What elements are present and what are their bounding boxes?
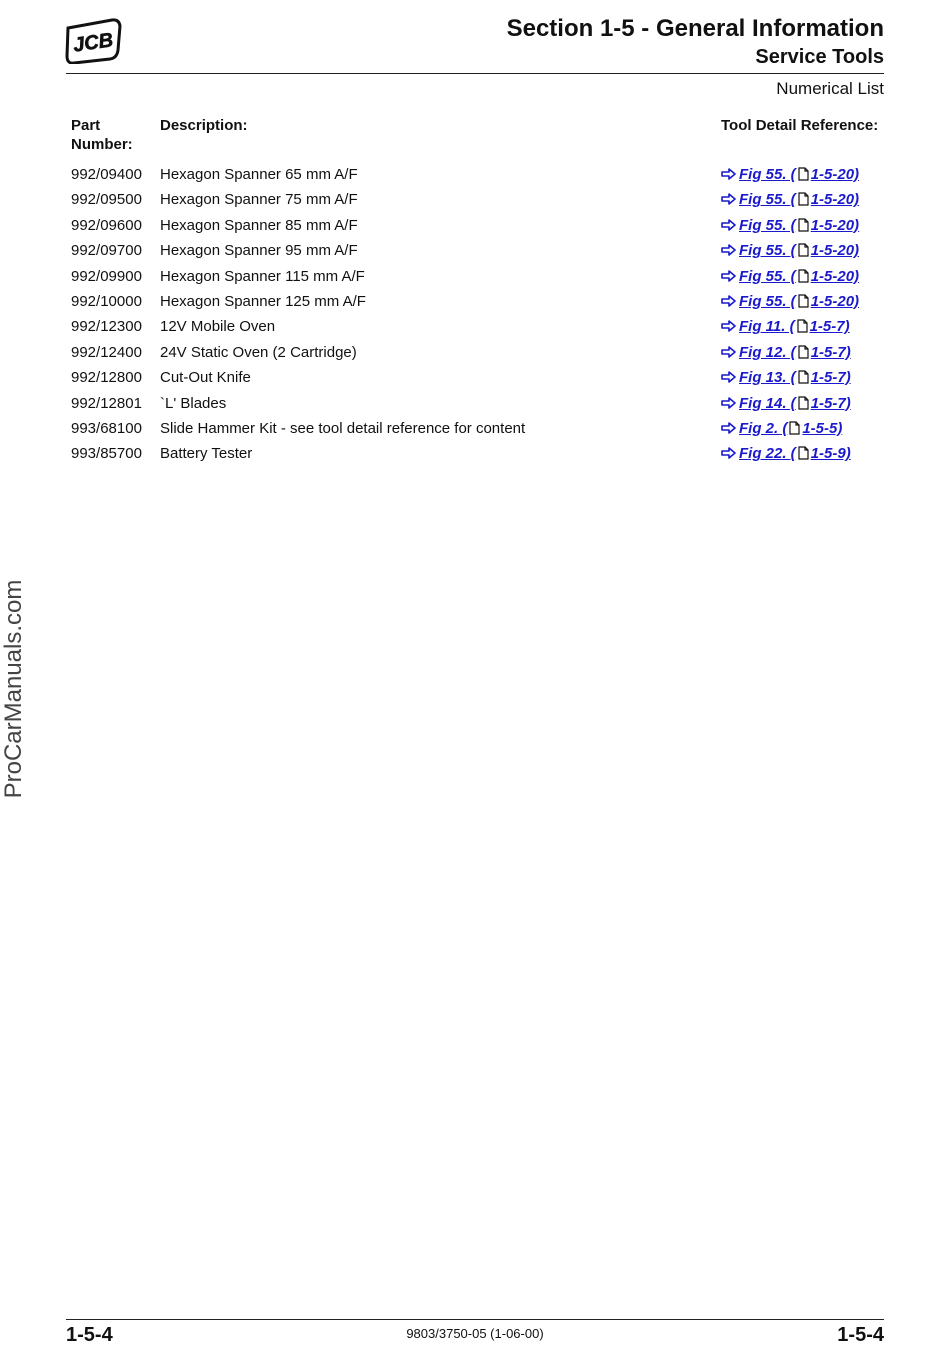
arrow-right-icon (721, 217, 739, 234)
page-icon (796, 445, 811, 462)
document-reference: 9803/3750-05 (1-06-00) (406, 1326, 544, 1341)
page-reference: 1-5-20) (810, 191, 860, 209)
page-icon (787, 420, 802, 437)
table-header (71, 116, 886, 154)
part-number: 992/12801 (71, 394, 142, 412)
tool-reference-cell (721, 238, 886, 263)
sub-title: Service Tools (755, 46, 884, 68)
part-number: 992/12300 (71, 318, 142, 336)
tool-reference-cell (721, 314, 886, 339)
tool-reference-cell (721, 187, 886, 212)
page-reference: 1-5-7) (810, 343, 851, 361)
table-row (71, 187, 886, 212)
fig-label: Fig 13. ( (739, 369, 796, 387)
list-title: Numerical List (776, 79, 884, 98)
part-number: 992/10000 (71, 292, 142, 310)
tool-reference-cell (721, 264, 886, 289)
page-reference: 1-5-7) (810, 394, 851, 412)
fig-label: Fig 2. ( (739, 419, 788, 437)
header-reference: Tool Detail Reference: (721, 117, 879, 134)
arrow-right-icon (721, 369, 739, 386)
page-reference: 1-5-5) (802, 419, 843, 437)
page-reference: 1-5-20) (810, 166, 860, 183)
fig-reference-link[interactable] (721, 318, 850, 335)
table-row (71, 264, 886, 289)
table-body (71, 162, 886, 467)
tool-reference-cell (721, 289, 886, 314)
page-reference: 1-5-9) (810, 445, 851, 463)
page-icon (796, 217, 811, 234)
service-tools-table (71, 116, 886, 467)
page-reference: 1-5-20) (810, 242, 860, 260)
tool-reference-cell (721, 365, 886, 390)
part-number: 992/09600 (71, 216, 142, 234)
arrow-right-icon (721, 318, 739, 335)
part-description: Cut-Out Knife (160, 369, 251, 387)
table-row (71, 416, 886, 441)
header-part-line2: Number: (71, 136, 133, 153)
part-description: Slide Hammer Kit - see tool detail reference for content (160, 419, 526, 437)
page-icon (796, 268, 811, 285)
table-row (71, 441, 886, 466)
jcb-logo (64, 18, 122, 64)
page-icon (796, 166, 811, 183)
fig-reference-link[interactable] (721, 420, 842, 437)
fig-label: Fig 55. ( (739, 242, 796, 260)
arrow-right-icon (721, 395, 739, 412)
fig-label: Fig 55. ( (739, 216, 796, 234)
page-icon (796, 191, 811, 208)
table-row (71, 314, 886, 339)
fig-reference-link[interactable] (721, 217, 859, 234)
arrow-right-icon (721, 268, 739, 285)
fig-label: Fig 12. ( (739, 343, 796, 361)
fig-reference-link[interactable] (721, 268, 859, 285)
tool-reference-cell (721, 213, 886, 238)
part-number: 992/09500 (71, 191, 142, 209)
fig-label: Fig 55. ( (739, 267, 796, 285)
table-row (71, 391, 886, 416)
page-reference: 1-5-20) (810, 292, 860, 310)
arrow-right-icon (721, 166, 739, 183)
fig-label: Fig 55. ( (739, 191, 796, 209)
page-icon (796, 293, 811, 310)
fig-label: Fig 14. ( (739, 394, 796, 412)
page-number-right: 1-5-4 (837, 1324, 884, 1346)
fig-reference-link[interactable] (721, 293, 859, 310)
part-description: Hexagon Spanner 65 mm A/F (160, 166, 358, 183)
page-reference: 1-5-20) (810, 216, 860, 234)
section-title: Section 1-5 - General Information (506, 15, 884, 42)
page-number-left: 1-5-4 (66, 1324, 113, 1346)
fig-reference-link[interactable] (721, 242, 859, 259)
tool-reference-cell (721, 416, 886, 441)
page-icon (795, 318, 810, 335)
fig-reference-link[interactable] (721, 344, 851, 361)
arrow-right-icon (721, 242, 739, 259)
fig-reference-link[interactable] (721, 369, 851, 386)
arrow-right-icon (721, 344, 739, 361)
tool-reference-cell (721, 441, 886, 466)
part-number: 992/12800 (71, 369, 142, 387)
part-description: Hexagon Spanner 125 mm A/F (160, 292, 366, 310)
part-description: Battery Tester (160, 445, 253, 463)
arrow-right-icon (721, 445, 739, 462)
page-icon (796, 344, 811, 361)
part-description: Hexagon Spanner 75 mm A/F (160, 191, 358, 209)
part-number: 992/12400 (71, 343, 142, 361)
arrow-right-icon (721, 293, 739, 310)
part-number: 992/09700 (71, 242, 142, 260)
arrow-right-icon (721, 191, 739, 208)
fig-label: Fig 55. ( (739, 292, 796, 310)
part-description: Hexagon Spanner 115 mm A/F (160, 267, 365, 285)
svg-text:JCB: JCB (71, 29, 115, 57)
part-description: 12V Mobile Oven (160, 318, 276, 336)
part-description: Hexagon Spanner 85 mm A/F (160, 216, 358, 234)
part-number: 992/09400 (71, 166, 142, 183)
table-row (71, 340, 886, 365)
footer-rule (66, 1319, 884, 1320)
fig-label: Fig 55. ( (739, 166, 796, 183)
header-description: Description: (160, 117, 248, 134)
header-part-number (71, 116, 160, 154)
page-reference: 1-5-7) (809, 318, 850, 336)
page-icon (796, 242, 811, 259)
part-number: 993/68100 (71, 419, 142, 437)
fig-reference-link[interactable] (721, 445, 851, 462)
arrow-right-icon (721, 420, 739, 437)
page-icon (796, 369, 811, 386)
part-number: 992/09900 (71, 267, 142, 285)
watermark: ProCarManuals.com (0, 579, 27, 799)
page-reference: 1-5-20) (810, 267, 860, 285)
table-row (71, 238, 886, 263)
header-part-line1: Part (71, 117, 101, 134)
fig-label: Fig 22. ( (739, 445, 796, 463)
part-description: `L' Blades (160, 394, 227, 412)
table-row (71, 162, 886, 187)
part-description: Hexagon Spanner 95 mm A/F (160, 242, 358, 260)
table-row (71, 289, 886, 314)
table-row (71, 213, 886, 238)
fig-reference-link[interactable] (721, 395, 851, 412)
page-icon (796, 395, 811, 412)
header-rule (66, 73, 884, 74)
fig-label: Fig 11. ( (739, 318, 795, 336)
page-reference: 1-5-7) (810, 369, 851, 387)
tool-reference-cell (721, 162, 886, 187)
tool-reference-cell (721, 391, 886, 416)
part-number: 993/85700 (71, 445, 142, 463)
tool-reference-cell (721, 340, 886, 365)
fig-reference-link[interactable] (721, 191, 859, 208)
header-title-block (507, 14, 884, 70)
fig-reference-link[interactable] (721, 166, 859, 183)
part-description: 24V Static Oven (2 Cartridge) (160, 343, 357, 361)
table-row (71, 365, 886, 390)
